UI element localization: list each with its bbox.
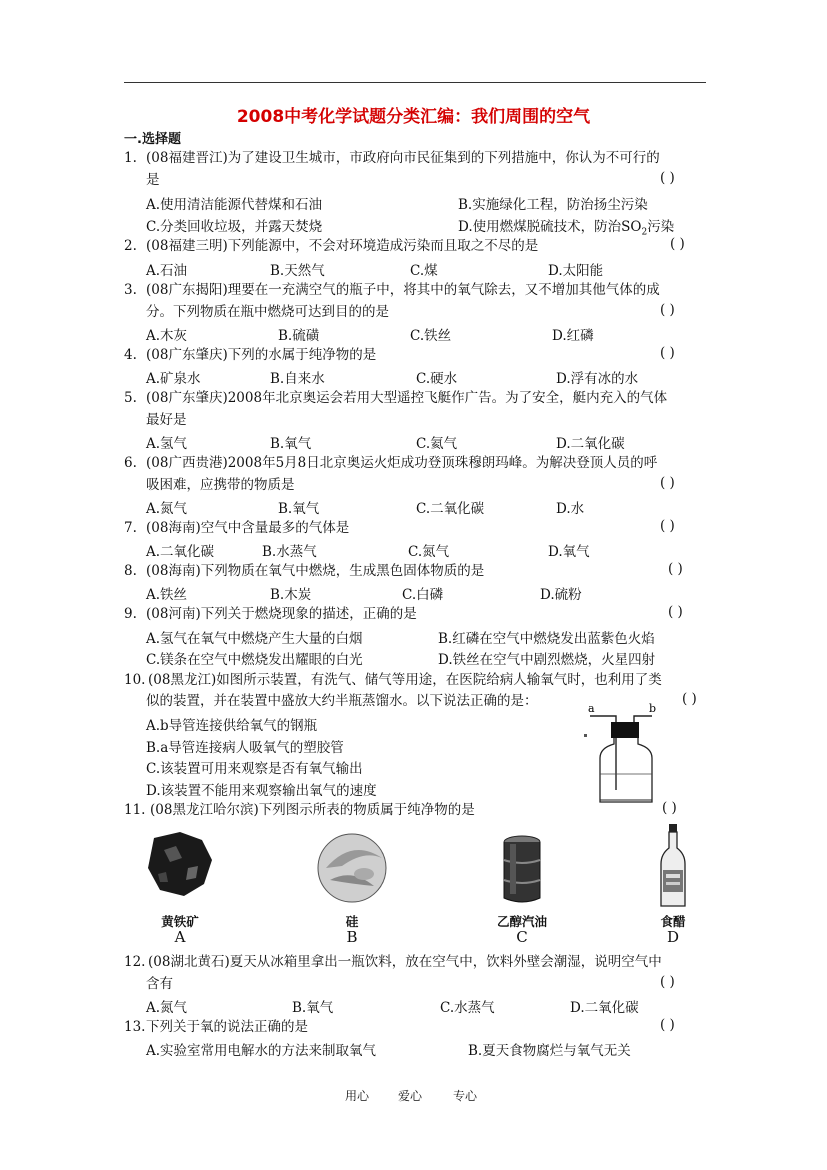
- q6-answer-blank: ( ): [660, 475, 675, 491]
- q10-text-line1: (08黑龙江)如图所示装置，有洗气、储气等用途，在医院给病人输氧气时，也利用了类: [148, 672, 662, 688]
- q13-text: 下列关于氧的说法正确的是: [146, 1019, 308, 1035]
- q8-option-b: B.木炭: [270, 587, 312, 603]
- q4-option-d: D.浮有冰的水: [556, 371, 639, 387]
- q10-number: 10.: [124, 672, 146, 688]
- pyrite-image: [140, 828, 220, 910]
- vinegar-bottle-image: [633, 822, 713, 910]
- footer-text-2: 爱心: [398, 1089, 423, 1103]
- q5-number: 5.: [124, 390, 137, 406]
- q13-option-b: B.夏天食物腐烂与氧气无关: [468, 1043, 631, 1059]
- q11-number: 11.: [124, 802, 146, 818]
- q7-option-a: A.二氧化碳: [146, 544, 215, 560]
- q10-answer-blank: ( ): [682, 691, 697, 707]
- image-d-label: 食醋: [660, 914, 686, 929]
- silicon-image: [312, 828, 392, 910]
- q8-option-d: D.硫粉: [540, 587, 582, 603]
- q1-text-line2: 是: [146, 172, 160, 188]
- q7-option-b: B.水蒸气: [262, 544, 317, 560]
- q9-option-b: B.红磷在空气中燃烧发出蓝紫色火焰: [438, 631, 655, 647]
- q8-option-c: C.白磷: [402, 587, 444, 603]
- q4-number: 4.: [124, 347, 137, 363]
- q5-text-line2: 最好是: [146, 412, 187, 428]
- image-b-label: 硅: [345, 914, 359, 929]
- q6-option-d: D.水: [556, 501, 585, 517]
- page-title: 2008中考化学试题分类汇编：我们周围的空气: [236, 107, 591, 127]
- q3-option-a: A.木灰: [146, 328, 188, 344]
- q2-option-c: C.煤: [410, 263, 438, 279]
- q11-text: (08黑龙江哈尔滨)下列图示所表的物质属于纯净物的是: [150, 802, 475, 818]
- q8-option-a: A.铁丝: [146, 587, 188, 603]
- q7-option-d: D.氧气: [548, 544, 590, 560]
- q6-text-line1: (08广西贵港)2008年5月8日北京奥运火炬成功登顶珠穆朗玛峰。为解决登顶人员的呼: [146, 455, 658, 471]
- q3-number: 3.: [124, 282, 137, 298]
- q9-text: (08河南)下列关于燃烧现象的描述，正确的是: [146, 606, 417, 622]
- q1-answer-blank: ( ): [660, 170, 675, 186]
- image-a-label: 黄铁矿: [161, 914, 199, 929]
- q10-option-d: D.该装置不能用来观察输出氧气的速度: [146, 783, 377, 799]
- q1-option-b: B.实施绿化工程，防治扬尘污染: [458, 197, 648, 213]
- q9-answer-blank: ( ): [668, 604, 683, 620]
- image-b-letter: B: [346, 928, 358, 946]
- header-rule: [124, 82, 706, 83]
- q10-option-a: A.b导管连接供给氧气的钢瓶: [146, 718, 318, 734]
- q8-number: 8.: [124, 563, 137, 579]
- image-a-letter: A: [174, 928, 186, 946]
- q5-option-b: B.氧气: [270, 436, 312, 452]
- gas-washing-bottle-figure: [578, 700, 688, 808]
- q4-answer-blank: ( ): [660, 345, 675, 361]
- q5-option-c: C.氦气: [416, 436, 458, 452]
- q3-text-line2: 分。下列物质在瓶中燃烧可达到目的的是: [146, 304, 389, 320]
- q1-number: 1.: [124, 150, 137, 166]
- q3-option-c: C.铁丝: [410, 328, 452, 344]
- q12-number: 12.: [124, 954, 146, 970]
- q13-answer-blank: ( ): [660, 1017, 675, 1033]
- q9-option-c: C.镁条在空气中燃烧发出耀眼的白光: [146, 652, 363, 668]
- q12-option-a: A.氮气: [146, 1000, 188, 1016]
- q2-number: 2.: [124, 238, 137, 254]
- q5-text-line1: (08广东肇庆)2008年北京奥运会若用大型遥控飞艇作广告。为了安全，艇内充入的气体: [146, 390, 668, 406]
- q11-answer-blank: ( ): [662, 800, 677, 816]
- q4-option-a: A.矿泉水: [146, 371, 201, 387]
- q5-option-d: D.二氧化碳: [556, 436, 625, 452]
- q6-option-a: A.氮气: [146, 501, 188, 517]
- q2-option-a: A.石油: [146, 263, 188, 279]
- q1-option-d: D.使用燃煤脱硫技术，防治$SO_2$污染: [458, 219, 675, 238]
- q9-option-a: A.氢气在氧气中燃烧产生大量的白烟: [146, 631, 363, 647]
- q1-text-line1: (08福建晋江)为了建设卫生城市，市政府向市民征集到的下列措施中，你认为不可行的: [146, 150, 660, 166]
- q10-option-c: C.该装置可用来观察是否有氧气输出: [146, 761, 363, 777]
- q13-number: 13.: [124, 1019, 146, 1035]
- q12-option-c: C.水蒸气: [440, 1000, 495, 1016]
- footer-text-1: 用心: [345, 1089, 370, 1103]
- q8-answer-blank: ( ): [668, 561, 683, 577]
- q7-option-c: C.氮气: [408, 544, 450, 560]
- q2-text: (08福建三明)下列能源中，不会对环境造成污染而且取之不尽的是: [146, 238, 539, 254]
- q7-answer-blank: ( ): [660, 518, 675, 534]
- q1-option-c: C.分类回收垃圾，并露天焚烧: [146, 219, 323, 235]
- q7-number: 7.: [124, 520, 137, 536]
- ethanol-gasoline-image: [482, 828, 562, 910]
- q9-number: 9.: [124, 606, 137, 622]
- q2-answer-blank: ( ): [670, 236, 685, 252]
- tube-label-a: a: [588, 702, 595, 715]
- q4-text: (08广东肇庆)下列的水属于纯净物的是: [146, 347, 377, 363]
- q10-option-b: B.a导管连接病人吸氧气的塑胶管: [146, 740, 344, 756]
- q1-option-a: A.使用清洁能源代替煤和石油: [146, 197, 323, 213]
- footer-text-3: 专心: [453, 1089, 478, 1103]
- q12-option-d: D.二氧化碳: [570, 1000, 639, 1016]
- q6-option-b: B.氧气: [278, 501, 320, 517]
- q6-text-line2: 吸困难，应携带的物质是: [146, 477, 295, 493]
- q3-option-b: B.硫磺: [278, 328, 320, 344]
- q9-option-d: D.铁丝在空气中剧烈燃烧，火星四射: [438, 652, 656, 668]
- tube-label-b: b: [649, 702, 657, 715]
- q5-option-a: A.氢气: [146, 436, 188, 452]
- q3-option-d: D.红磷: [552, 328, 594, 344]
- image-c-letter: C: [516, 928, 528, 946]
- q3-text-line1: (08广东揭阳)理要在一充满空气的瓶子中，将其中的氧气除去，又不增加其他气体的成: [146, 282, 660, 298]
- section-heading: 一.选择题: [124, 132, 181, 147]
- q10-text-line2: 似的装置，并在装置中盛放大约半瓶蒸馏水。以下说法正确的是：: [146, 693, 538, 709]
- q3-answer-blank: ( ): [660, 302, 675, 318]
- q8-text: (08海南)下列物质在氧气中燃烧，生成黑色固体物质的是: [146, 563, 485, 579]
- q12-text-line2: 含有: [146, 976, 173, 992]
- q2-option-b: B.天然气: [270, 263, 325, 279]
- image-c-label: 乙醇汽油: [496, 914, 547, 929]
- q7-text: (08海南)空气中含量最多的气体是: [146, 520, 350, 536]
- q4-option-b: B.自来水: [270, 371, 325, 387]
- q13-option-a: A.实验室常用电解水的方法来制取氧气: [146, 1043, 377, 1059]
- q4-option-c: C.硬水: [416, 371, 458, 387]
- q12-text-line1: (08湖北黄石)夏天从冰箱里拿出一瓶饮料，放在空气中，饮料外壁会潮湿，说明空气中: [148, 954, 662, 970]
- q12-answer-blank: ( ): [660, 974, 675, 990]
- q2-option-d: D.太阳能: [548, 263, 604, 279]
- q6-option-c: C.二氧化碳: [416, 501, 485, 517]
- q12-option-b: B.氧气: [292, 1000, 334, 1016]
- q6-number: 6.: [124, 455, 137, 471]
- image-d-letter: D: [666, 928, 680, 946]
